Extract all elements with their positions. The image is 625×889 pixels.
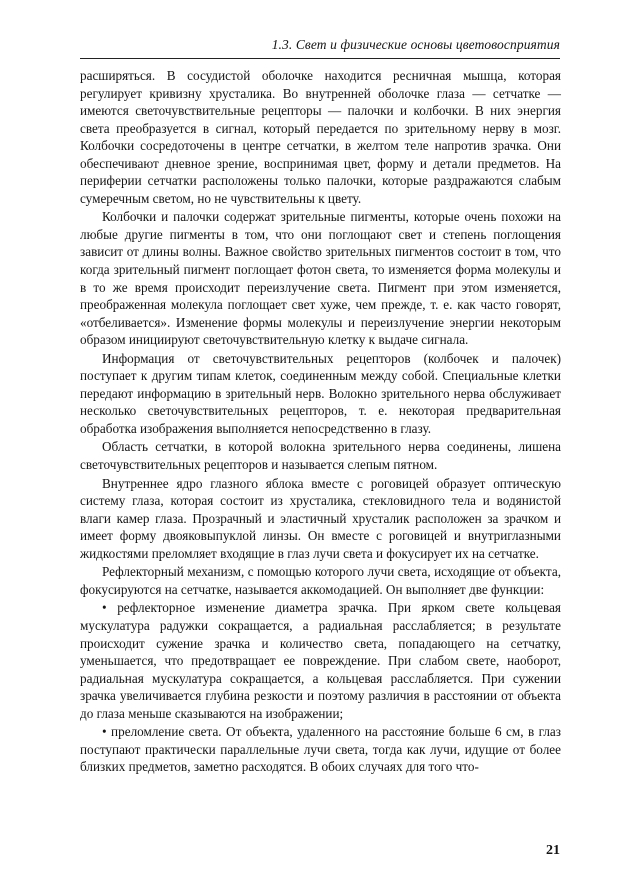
running-header: 1.3. Свет и физические основы цветовосприятия — [271, 37, 560, 52]
paragraph-pigments: Колбочки и палочки содержат зрительные пигменты, которые очень похожи на любые другие пигменты в том, что они поглощают свет и степень поглощения зависит от длины волны. Важное свойство зрительных пигментов состоит в том, что когда зрительный пигмент поглощает фотон света, то изменяется форма молекулы и в то же время происходит переизлучение света. Пигмент при этом изменяется, преображенная молекула поглощает свет хуже, чем прежде, т. е. как часто говорят, «отбеливается». Изменение формы молекулы и переизлучение энергии некоторым образом инициируют светочувствительную клетку к выдаче сигнала. — [80, 209, 561, 348]
paragraph-continuation: расширяться. В сосудистой оболочке находится ресничная мышца, которая регулирует кривизну хрусталика. Во внутренней оболочке глаза — сетчатке — имеются светочувствительные рецепторы — палочки и колбочки. В них энергия света преобразуется в сигнал, который передается по зрительному нерву в мозг. Колбочки сосредоточены в центре сетчатки, в желтом теле напротив зрачка. Они обеспечивают дневное зрение, воспринимая цвет, форму и детали предметов. На периферии сетчатки расположены только палочки, которые раздражаются слабым сумеречным светом, но не чувствительны к цвету. — [80, 68, 561, 206]
paragraph-information: Информация от светочувствительных рецепторов (колбочек и палочек) поступает к другим типам клеток, соединенным между собой. Специальные клетки передают информацию в зрительный нерв. Волокно зрительного нерва обслуживает несколько светочувствительных рецепторов, т. е. некоторая предварительная обработка изображения выполняется непосредственно в глазу. — [80, 350, 561, 436]
page-number: 21 — [546, 843, 560, 858]
header-rule — [80, 58, 560, 59]
body-text — [80, 67, 561, 776]
paragraph-accommodation: Рефлекторный механизм, с помощью которого лучи света, исходящие от объекта, фокусируются на сетчатке, называется аккомодацией. Он выполняет две функции: — [80, 564, 561, 597]
paragraph-blind-spot: Область сетчатки, в которой волокна зрительного нерва соединены, лишена светочувствительных рецепторов и называется слепым пятном. — [80, 439, 561, 473]
list-item-refraction: • преломление света. От объекта, удаленного на расстояние больше 6 см, в глаз поступают практически параллельные лучи света, тогда как лучи, идущие от более близких предметов, заметно расходятся. В обоих случаях для того что- — [80, 724, 561, 775]
paragraph-optical-system: Внутреннее ядро глазного яблока вместе с роговицей образует оптическую систему глаза, которая состоит из хрусталика, стекловидного тела и водянистой влаги камер глаза. Прозрачный и эластичный хрусталик расположен за зрачком и имеет форму двояковыпуклой линзы. Он вместе с роговицей и внутриглазными жидкостями преломляет входящие в глаз лучи света и фокусирует их на сетчатке. — [80, 475, 561, 561]
list-item-pupil: • рефлекторное изменение диаметра зрачка. При ярком свете кольцевая мускулатура радужки сокращается, а радиальная расслабляется; в результате происходит сужение зрачка и количество света, попадающего на сетчатку, уменьшается, что предотвращает ее повреждение. При слабом свете, наоборот, радиальная мускулатура сокращается, а кольцевая расслабляется. При сужении зрачка увеличивается глубина резкости и поэтому различия в расстоянии от объекта до глаза меньше сказываются на изображении; — [80, 600, 561, 721]
